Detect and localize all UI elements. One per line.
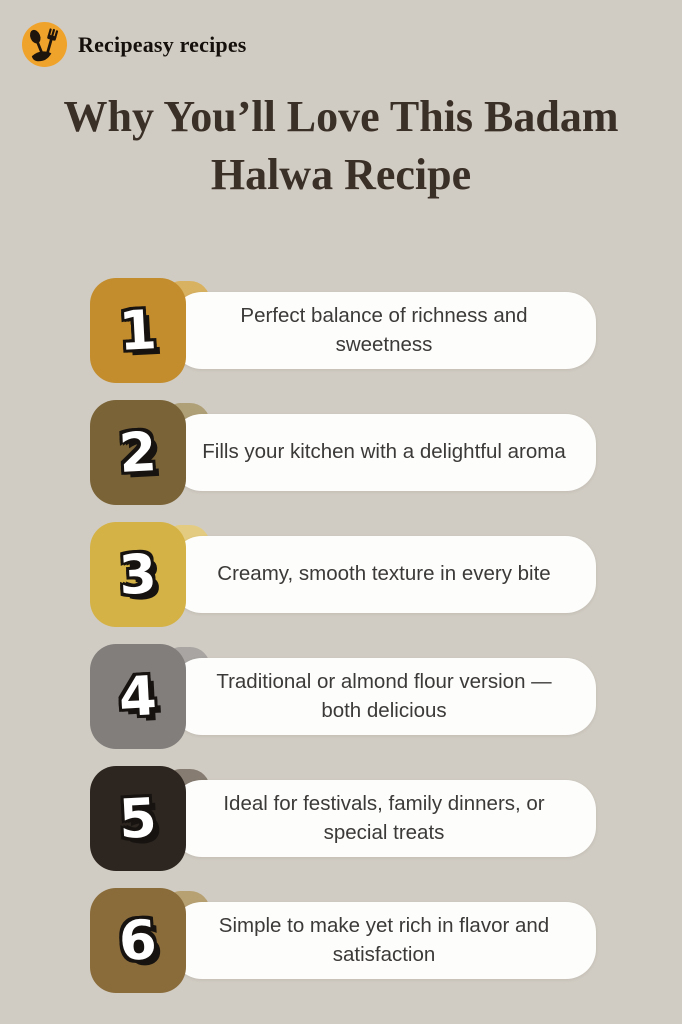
reason-text: Ideal for festivals, family dinners, or special treats	[223, 792, 545, 844]
list-item	[90, 766, 596, 871]
reason-card	[172, 292, 596, 369]
title-line-1: Why You’ll Love This Badam	[63, 92, 619, 141]
reason-text: Creamy, smooth texture in every bite	[217, 562, 551, 586]
list-item	[90, 278, 596, 383]
reason-card	[172, 780, 596, 857]
list-item	[90, 888, 596, 993]
number-label: 1	[117, 298, 159, 363]
number-tile	[90, 522, 186, 627]
reason-card	[172, 414, 596, 491]
reason-card	[172, 902, 596, 979]
title-line-2: Halwa Recipe	[210, 150, 472, 200]
number-tile	[90, 278, 186, 383]
recipeasy-logo-icon	[21, 21, 68, 68]
number-label: 5	[117, 786, 159, 851]
brand-name: Recipeasy recipes	[78, 31, 247, 57]
number-label: 2	[117, 420, 159, 485]
list-item	[90, 644, 596, 749]
list-item	[90, 522, 596, 627]
number-tile	[90, 888, 186, 993]
list-item	[90, 400, 596, 505]
number-tile	[90, 400, 186, 505]
reason-text: Fills your kitchen with a delightful aroma	[202, 440, 566, 464]
number-label: 4	[117, 664, 159, 729]
page-title	[0, 88, 682, 204]
reason-card	[172, 536, 596, 613]
number-tile	[90, 644, 186, 749]
reason-text: Simple to make yet rich in flavor and satisfaction	[218, 914, 550, 966]
reason-text: Traditional or almond flour version — both delicious	[216, 670, 552, 722]
number-tile	[90, 766, 186, 871]
reasons-list	[90, 278, 596, 1010]
number-label: 3	[117, 542, 159, 607]
reason-text: Perfect balance of richness and sweetness	[240, 304, 528, 356]
number-label: 6	[117, 908, 159, 973]
reason-card	[172, 658, 596, 735]
brand-header	[21, 21, 247, 68]
